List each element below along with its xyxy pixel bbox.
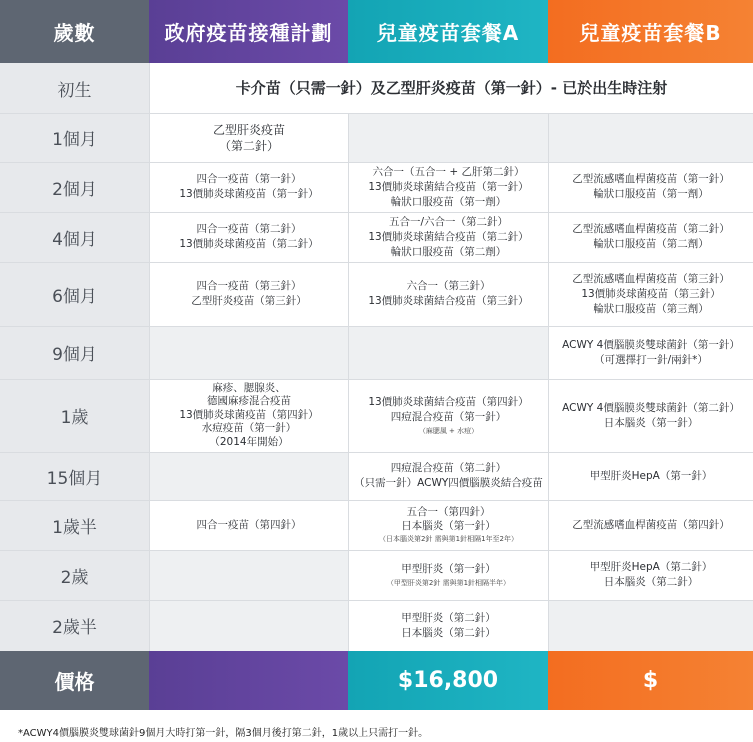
- age-2-years: 2歲: [60, 567, 89, 588]
- age-1-5-years: 1歲半: [52, 517, 97, 538]
- gov-4-months: 四合一疫苗（第二針） 13價肺炎球菌疫苗（第二針）: [179, 223, 319, 250]
- plan-b-2-years: 甲型肝炎HepA（第二針） 日本腦炎（第二針）: [589, 561, 713, 588]
- header-plan-a: 兒童疫苗套餐A: [348, 0, 548, 63]
- plan-a-2-months: 六合一（五合一 + 乙肝第二針） 13價肺炎球菌結合疫苗（第一針） 輪狀口服疫苗（第一劑）: [368, 165, 529, 208]
- age-birth: 初生: [57, 80, 92, 101]
- plan-a-4-months: 五合一/六合一（第二針） 13價肺炎球菌結合疫苗（第二針） 輪狀口服疫苗（第二劑）: [368, 215, 529, 258]
- plan-a-2-years: 甲型肝炎（第一針） （甲型肝炎第2針 需與第1針相隔半年）: [386, 562, 511, 587]
- plan-a-2-5-years: 甲型肝炎（第二針） 日本腦炎（第二針）: [401, 611, 496, 639]
- gov-2-months: 四合一疫苗（第一針） 13價肺炎球菌疫苗（第一針）: [179, 173, 319, 200]
- age-1-month: 1個月: [52, 130, 97, 150]
- gov-6-months: 四合一疫苗（第三針） 乙型肝炎疫苗（第三針）: [191, 280, 307, 307]
- plan-b-6-months: 乙型流感嗜血桿菌疫苗（第三針） 13價肺炎球菌疫苗（第三針） 輪狀口服疫苗（第三劑）: [572, 272, 730, 315]
- age-15-months: 15個月: [46, 468, 103, 489]
- empty-cell: [150, 452, 348, 500]
- plan-a-1-year: 13價肺炎球菌結合疫苗（第四針） 四痘混合疫苗（第一針） （麻腮風 + 水痘）: [368, 395, 529, 435]
- price-plan-b: $: [548, 651, 753, 710]
- plan-b-1-year: ACWY 4價腦膜炎雙球菌針（第二針） 日本腦炎（第一針）: [562, 401, 740, 429]
- empty-cell: [150, 600, 348, 651]
- age-2-months: 2個月: [52, 179, 97, 200]
- empty-cell: [150, 550, 348, 600]
- gov-1-5-years: 四合一疫苗（第四針）: [196, 518, 302, 531]
- price-label: 價格: [0, 651, 149, 710]
- plan-a-6-months: 六合一（第三針） 13價肺炎球菌結合疫苗（第三針）: [368, 280, 529, 307]
- empty-cell: [349, 113, 548, 162]
- empty-cell: [150, 326, 348, 379]
- plan-b-4-months: 乙型流感嗜血桿菌疫苗（第二針） 輪狀口服疫苗（第二劑）: [572, 223, 730, 250]
- age-1-year: 1歲: [60, 408, 89, 428]
- age-6-months: 6個月: [52, 286, 97, 307]
- footnote: *ACWY4價腦膜炎雙球菌針9個月大時打第一針，隔3個月後打第二針，1歲以上只需打一針。: [18, 728, 429, 739]
- header-plan-b: 兒童疫苗套餐B: [548, 0, 753, 63]
- price-gov: [149, 651, 348, 710]
- gov-1-month: 乙型肝炎疫苗 （第二針）: [212, 122, 285, 153]
- empty-cell: [549, 113, 753, 162]
- header-gov-plan: 政府疫苗接種計劃: [149, 0, 348, 63]
- plan-b-9-months: ACWY 4價腦膜炎雙球菌針（第一針） （可選擇打一針/兩針*）: [562, 338, 740, 366]
- age-9-months: 9個月: [52, 345, 97, 365]
- plan-b-2-months: 乙型流感嗜血桿菌疫苗（第一針） 輪狀口服疫苗（第一劑）: [572, 173, 730, 200]
- age-2-5-years: 2歲半: [52, 618, 97, 638]
- plan-b-1-5-years: 乙型流感嗜血桿菌疫苗（第四針）: [572, 518, 730, 531]
- gov-1-year: 麻疹、腮腺炎、 德國麻疹混合疫苗 13價肺炎球菌疫苗（第四針） 水痘疫苗（第一針） （2014年開始）: [179, 381, 319, 448]
- age-4-months: 4個月: [52, 229, 97, 250]
- plan-a-15-months: 四痘混合疫苗（第二針） （只需一針）ACWY四價腦膜炎結合疫苗: [354, 462, 543, 489]
- birth-row-text: 卡介苗（只需一針）及乙型肝炎疫苗（第一針）- 已於出生時注射: [235, 78, 668, 97]
- empty-cell: [349, 326, 548, 379]
- plan-a-1-5-years: 五合一（第四針） 日本腦炎（第一針） （日本腦炎第2針 需與第1針相隔1年至2年）: [378, 506, 519, 543]
- plan-b-15-months: 甲型肝炎HepA（第一針）: [589, 469, 713, 482]
- empty-cell: [549, 600, 753, 651]
- header-age: 歲數: [0, 0, 149, 63]
- price-plan-a: $16,800: [348, 651, 548, 710]
